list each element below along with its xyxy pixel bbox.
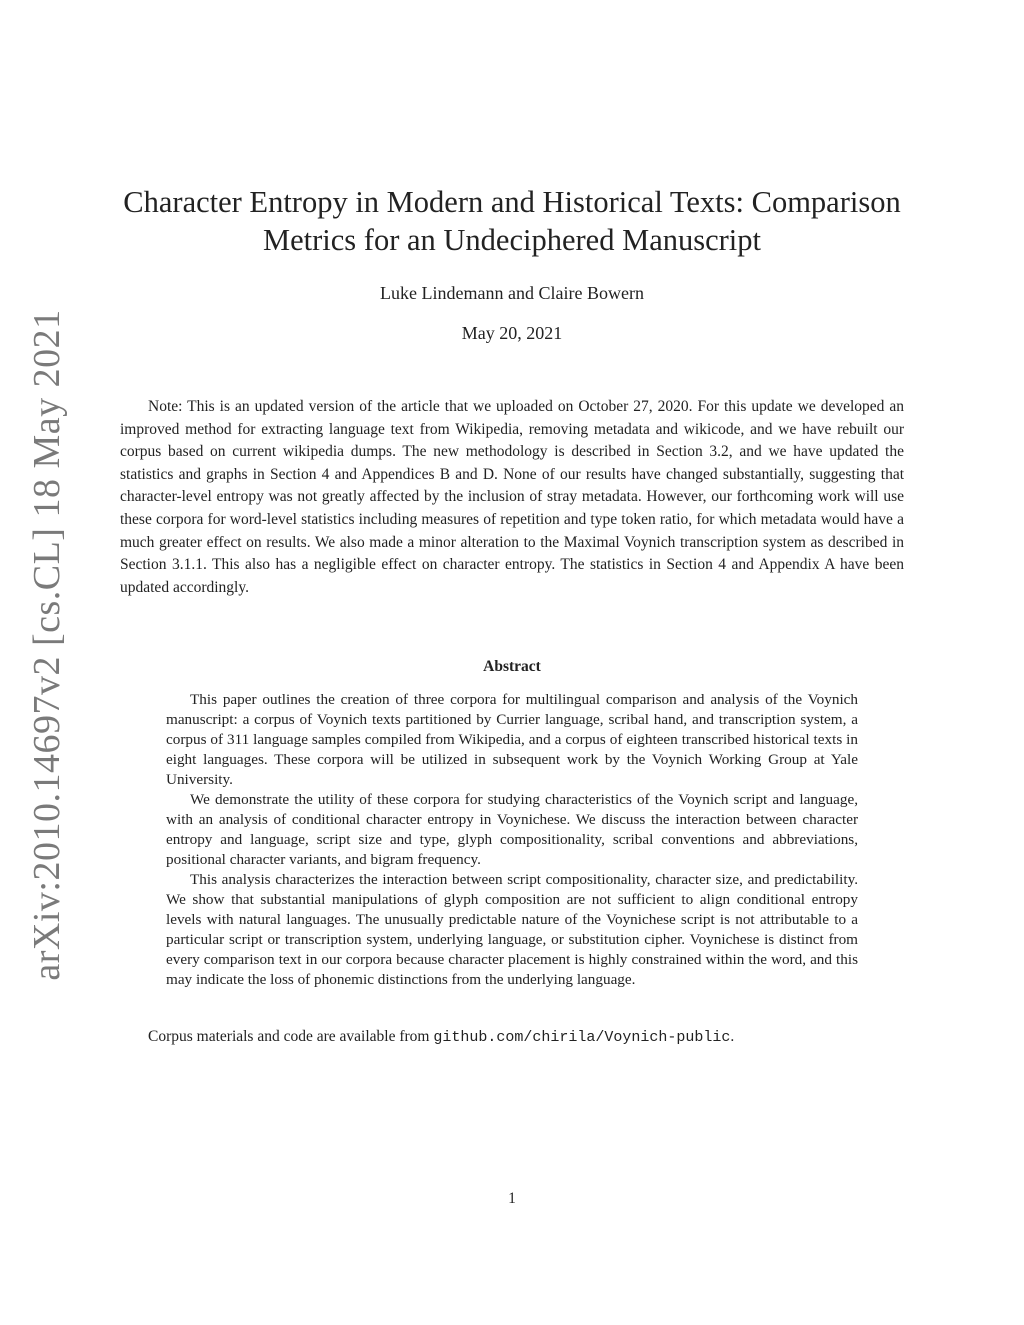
abstract-paragraph: We demonstrate the utility of these corpora for studying characteristics of the Voynich script and language, with an analysis of conditional character entropy in Voynichese. We discuss the interaction between character entropy and language, script size and type, glyph compositionality, scribal conventions and abbreviations, positional character variants, and bigram frequency. — [166, 791, 858, 868]
corpus-prefix: Corpus materials and code are available from — [148, 1028, 434, 1045]
corpus-availability-line — [120, 1026, 904, 1049]
abstract-body — [166, 690, 858, 990]
publication-date: May 20, 2021 — [461, 323, 563, 343]
page-number: 1 — [508, 1190, 516, 1207]
author-list: Luke Lindemann and Claire Bowern — [380, 283, 644, 303]
abstract-heading: Abstract — [483, 658, 541, 675]
abstract-paragraph: This analysis characterizes the interaction between script compositionality, character size, and predictability. We show that substantial manipulations of glyph composition are not sufficient to align conditional entropy levels with natural languages. The unusually predictable nature of the Voynichese script is not attributable to a particular script or transcription system, underlying language, or substitution cipher. Voynichese is distinct from every comparison text in our corpora because character placement is highly constrained within the word, and this may indicate the loss of phonemic distinctions from the underlying language. — [166, 871, 858, 988]
corpus-suffix: . — [730, 1028, 735, 1045]
abstract-paragraph: This paper outlines the creation of three corpora for multilingual comparison and analysis of the Voynich manuscript: a corpus of Voynich texts partitioned by Currier language, scribal hand, and transcription system, a corpus of 311 language samples compiled from Wikipedia, and a corpus of eighteen transcribed historical texts in eight languages. These corpora will be utilized in subsequent work by the Voynich Working Group at Yale University. — [166, 691, 858, 788]
title-line-1: Character Entropy in Modern and Historical Texts: Comparison — [123, 185, 901, 219]
update-note: Note: This is an updated version of the article that we uploaded on October 27, 2020. For this update we developed an improved method for extracting language text from Wikipedia, removing metadata and wikicode, and we have rebuilt our corpus based on current wikipedia dumps. The new methodology is described in Section 3.2, and we have updated the statistics and graphs in Section 4 and Appendices B and D. None of our results have changed substantially, suggesting that character-level entropy was not greatly affected by the inclusion of stray metadata. However, our forthcoming work will use these corpora for word-level statistics including measures of repetition and type token ratio, for which metadata would have a much greater effect on results. We also made a minor alteration to the Maximal Voynich transcription system as described in Section 3.1.1. This also has a negligible effect on character entropy. The statistics in Section 4 and Appendix A have been updated accordingly. — [120, 398, 904, 596]
arxiv-identifier-stamp: arXiv:2010.14697v2 [cs.CL] 18 May 2021 — [26, 309, 68, 981]
title-line-2: Metrics for an Undeciphered Manuscript — [263, 223, 761, 257]
github-link[interactable]: github.com/chirila/Voynich-public — [433, 1029, 731, 1046]
paper-title — [110, 183, 914, 259]
